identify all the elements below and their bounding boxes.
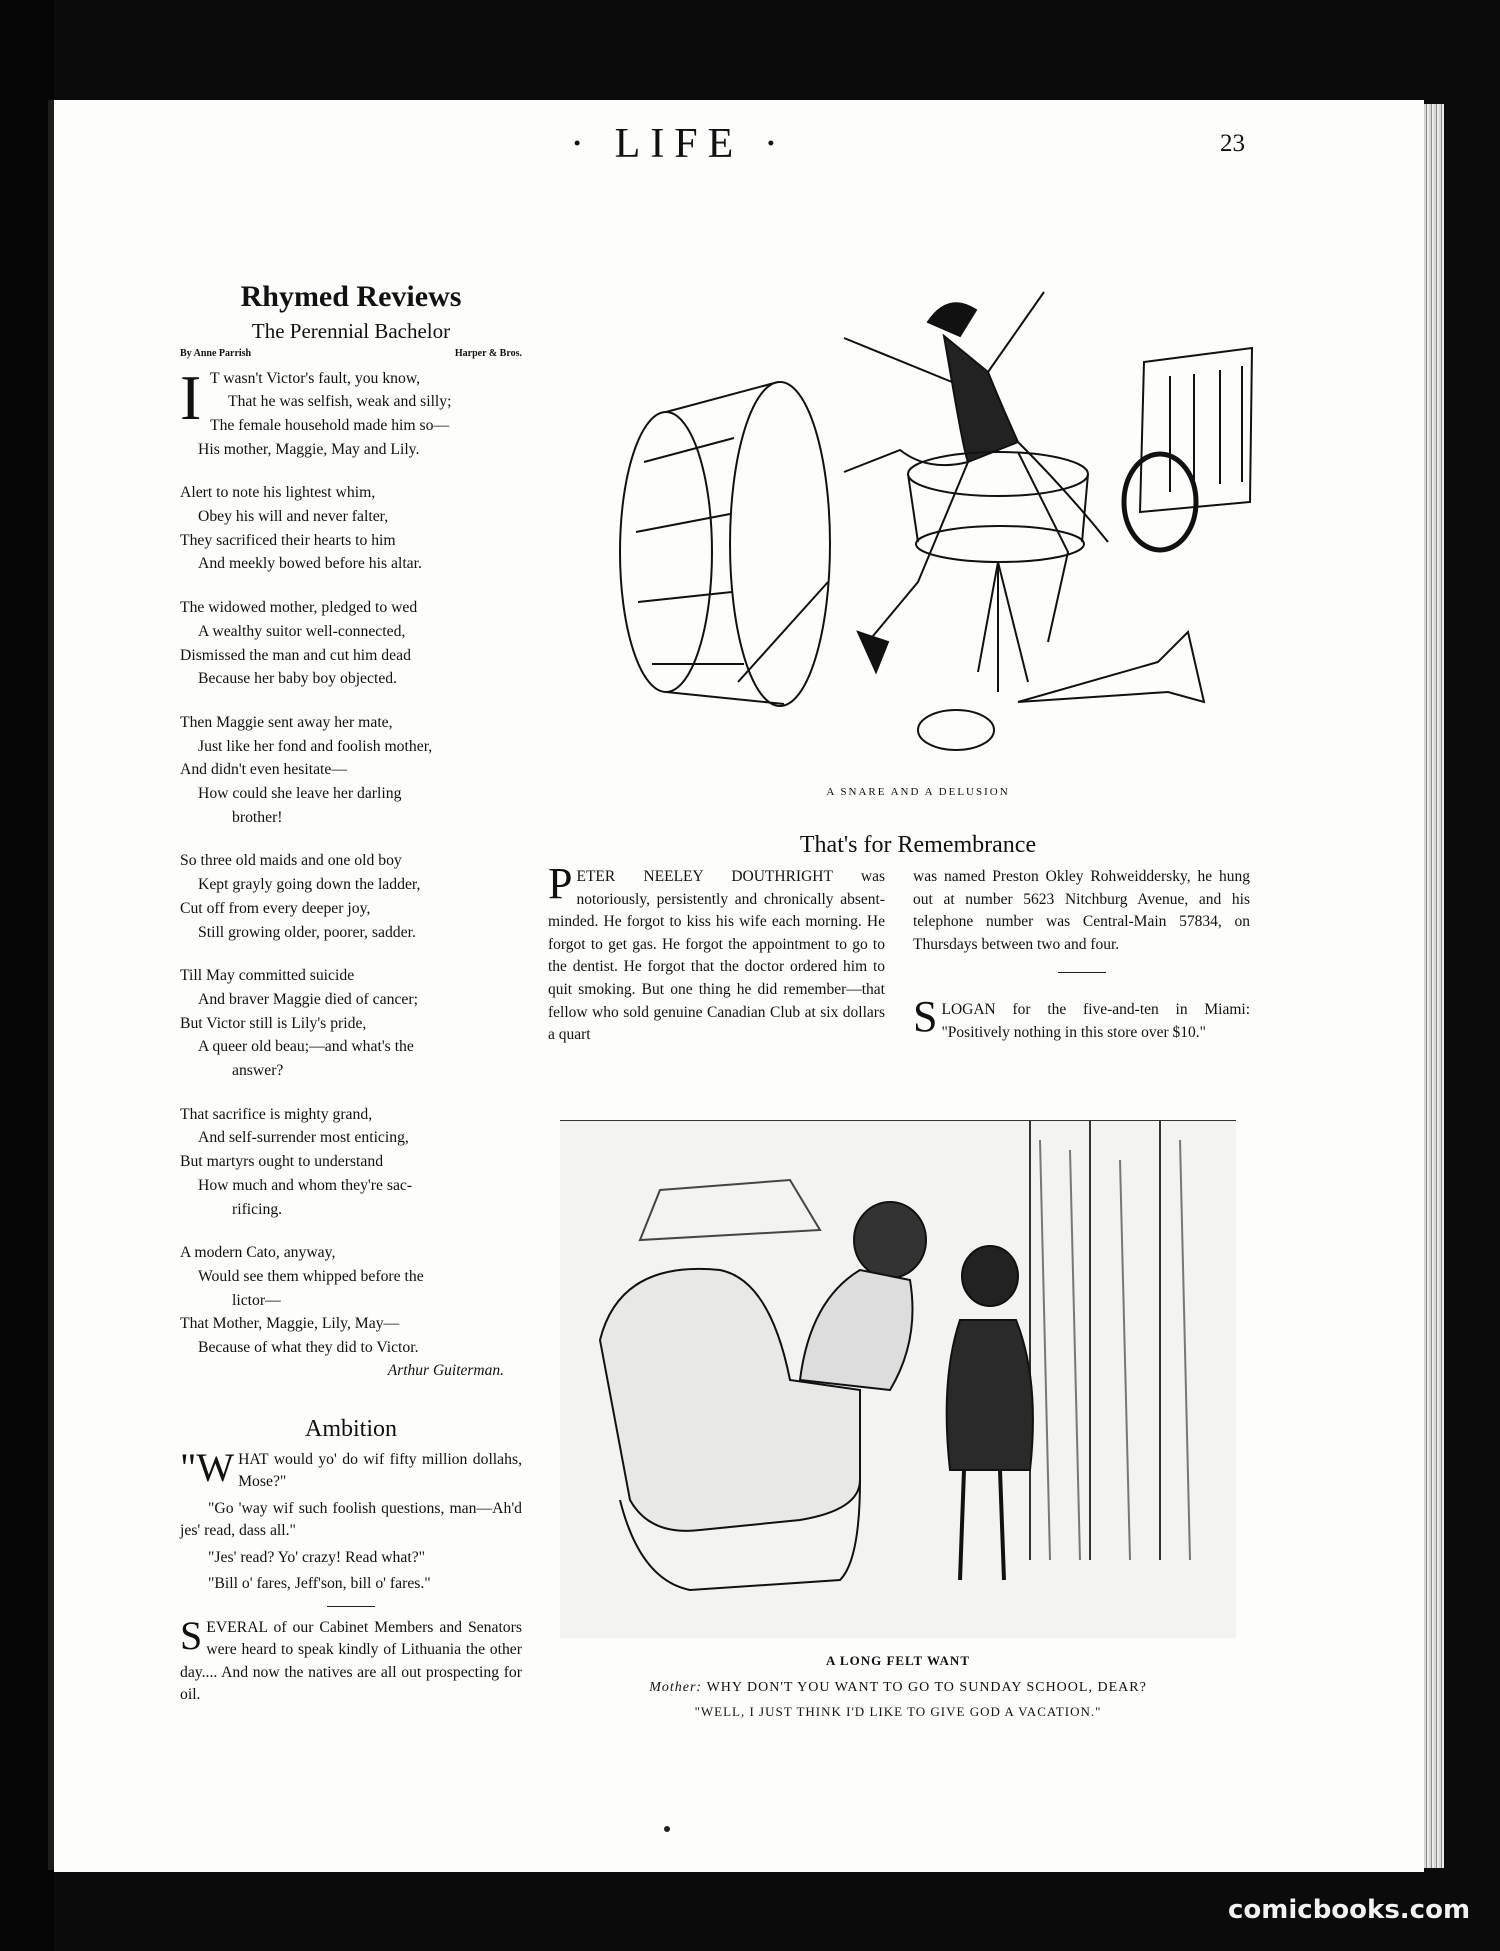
drop-cap: S xyxy=(180,1612,203,1658)
poem-line: Would see them whipped before the xyxy=(198,1268,424,1285)
poem-line: answer? xyxy=(232,1062,284,1080)
poem-line: His mother, Maggie, May and Lily. xyxy=(198,440,420,458)
poem-line: That he was selfish, weak and silly; xyxy=(228,393,452,411)
poem-line: Cut off from every deeper joy, xyxy=(180,899,371,917)
poem-line: How much and whom they're sac- xyxy=(198,1176,413,1194)
cabinet-paragraph: SEVERAL of our Cabinet Members and Senators were heard to speak kindly of Lithuania the other day.... And now the natives are all out prospecting for oil. xyxy=(180,1612,522,1704)
poem-line: A modern Cato, anyway, xyxy=(180,1244,336,1262)
illustration-caption: A SNARE AND A DELUSION xyxy=(826,786,1010,798)
stanza-3 xyxy=(180,596,522,691)
divider xyxy=(1058,972,1106,973)
bass-drum-drawing xyxy=(620,382,830,706)
trumpet-racquet-drawing xyxy=(738,582,1204,750)
tambourine-chimes-drawing xyxy=(1124,348,1252,550)
poem-line: But Victor still is Lily's pride, xyxy=(180,1014,367,1032)
page-number: 23 xyxy=(1220,130,1245,157)
page-stack-edges xyxy=(1424,104,1444,1868)
scan-spine xyxy=(0,0,54,1951)
poem-line: How could she leave her darling xyxy=(198,785,402,803)
poem-line: A wealthy suitor well-connected, xyxy=(198,622,406,640)
stanza-4 xyxy=(180,711,522,830)
watermark: comicbooks.com xyxy=(1228,1895,1471,1925)
book-author: By Anne Parrish xyxy=(180,347,252,359)
poem-line: But martyrs ought to understand xyxy=(180,1153,384,1171)
remembrance-paragraph: PETER NEELEY DOUTHRIGHT was notoriously, persistently and chronically absent-minded. He forgot to kiss his wife each morning. He forgot to get gas. He forgot the appointment to go to the dentist. He forgot that the doctor ordered him to quit smoking. But one thing he did remember—that fellow who sold genuine Canadian Club at six dollars a quart xyxy=(548,859,885,1044)
poem-line: Dismissed the man and cut him dead xyxy=(180,646,411,664)
poem-line: rificing. xyxy=(232,1200,283,1218)
poem-line: And self-surrender most enticing, xyxy=(198,1129,409,1147)
flapper-figure xyxy=(844,292,1108,672)
poem-line: A queer old beau;—and what's the xyxy=(198,1038,414,1056)
poem-line: Kept grayly going down the ladder, xyxy=(198,876,421,894)
stanza-6 xyxy=(180,964,522,1083)
illustration-dialogue-line: "WELL, I JUST THINK I'D LIKE TO GIVE GOD A VACATION." xyxy=(694,1704,1102,1719)
poem-line: They sacrificed their hearts to him xyxy=(180,531,396,549)
drop-cap: I xyxy=(180,361,202,433)
book-publisher: Harper & Bros. xyxy=(454,347,522,359)
byline xyxy=(180,348,522,359)
poem-line: Just like her fond and foolish mother, xyxy=(198,737,433,755)
cabinet-text xyxy=(180,1612,522,1707)
masthead: · LIFE · xyxy=(570,121,788,167)
ambition-paragraph: "Go 'way wif such foolish questions, man—Ah'd jes' read, dass all." xyxy=(180,1499,522,1540)
poem-line: Because her baby boy objected. xyxy=(198,670,398,688)
poem xyxy=(180,361,522,1380)
rhymed-reviews-title: Rhymed Reviews xyxy=(240,280,462,313)
poem-line: lictor— xyxy=(232,1291,281,1309)
stanza-5 xyxy=(180,849,522,944)
ambition-text xyxy=(180,1444,522,1596)
poem-line: And braver Maggie died of cancer; xyxy=(198,990,418,1008)
left-column xyxy=(180,280,522,1711)
poem-line: Because of what they did to Victor. xyxy=(198,1339,419,1357)
remembrance-paragraph: was named Preston Okley Rohweiddersky, he hung out at number 5623 Nitchburg Avenue, and his telephone number was Central-Main 57834, on Thursdays between two and four. xyxy=(913,868,1250,953)
slogan-paragraph: SLOGAN for the five-and-ten in Miami: "Positively nothing in this store over $10." xyxy=(913,992,1250,1042)
poem-line: The widowed mother, pledged to wed xyxy=(180,599,418,617)
poem-line: Obey his will and never falter, xyxy=(198,508,389,526)
poem-line: Still growing older, poorer, sadder. xyxy=(198,923,416,941)
ambition-paragraph: "Jes' read? Yo' crazy! Read what?" xyxy=(208,1548,426,1566)
drop-cap: S xyxy=(913,992,938,1042)
ambition-paragraph: "Bill o' fares, Jeff'son, bill o' fares." xyxy=(208,1575,431,1593)
poem-line: That sacrifice is mighty grand, xyxy=(180,1105,373,1123)
poem-line: The female household made him so— xyxy=(210,416,450,434)
poem-line: So three old maids and one old boy xyxy=(180,852,402,870)
poem-line: Till May committed suicide xyxy=(180,967,355,985)
illustration-mother-child xyxy=(560,1120,1236,1638)
ambition-title: Ambition xyxy=(304,1415,397,1442)
divider xyxy=(327,1606,375,1607)
stanza-1 xyxy=(180,361,522,462)
book-title: The Perennial Bachelor xyxy=(251,318,451,343)
illustration-dialogue-line: Mother: WHY DON'T YOU WANT TO GO TO SUNDAY SCHOOL, DEAR? xyxy=(649,1680,1147,1695)
poem-line: And didn't even hesitate— xyxy=(180,761,348,779)
drop-cap: P xyxy=(548,859,573,908)
stanza-2 xyxy=(180,481,522,576)
drop-cap: "W xyxy=(180,1444,235,1490)
remembrance-article xyxy=(548,859,1250,1053)
ambition-paragraph: "W HAT would yo' do wif fifty million dollahs, Mose?" xyxy=(180,1444,522,1491)
poem-line: And meekly bowed before his altar. xyxy=(198,555,422,573)
stanza-7 xyxy=(180,1103,522,1222)
dialogue-speaker: Mother: xyxy=(649,1680,703,1695)
page-dot xyxy=(664,1826,670,1832)
poem-author: Arthur Guiterman. xyxy=(387,1361,504,1379)
illustration-title: A LONG FELT WANT xyxy=(825,1653,970,1668)
poem-line: brother! xyxy=(232,808,283,826)
stanza-8 xyxy=(180,1241,522,1360)
illustration-snare-drummer xyxy=(548,252,1288,772)
poem-line: Then Maggie sent away her mate, xyxy=(180,713,393,731)
poem-line: Alert to note his lightest whim, xyxy=(180,484,376,502)
poem-line: That Mother, Maggie, Lily, May— xyxy=(180,1315,400,1333)
poem-line: T wasn't Victor's fault, you know, xyxy=(210,369,421,387)
remembrance-title: That's for Remembrance xyxy=(799,832,1037,858)
